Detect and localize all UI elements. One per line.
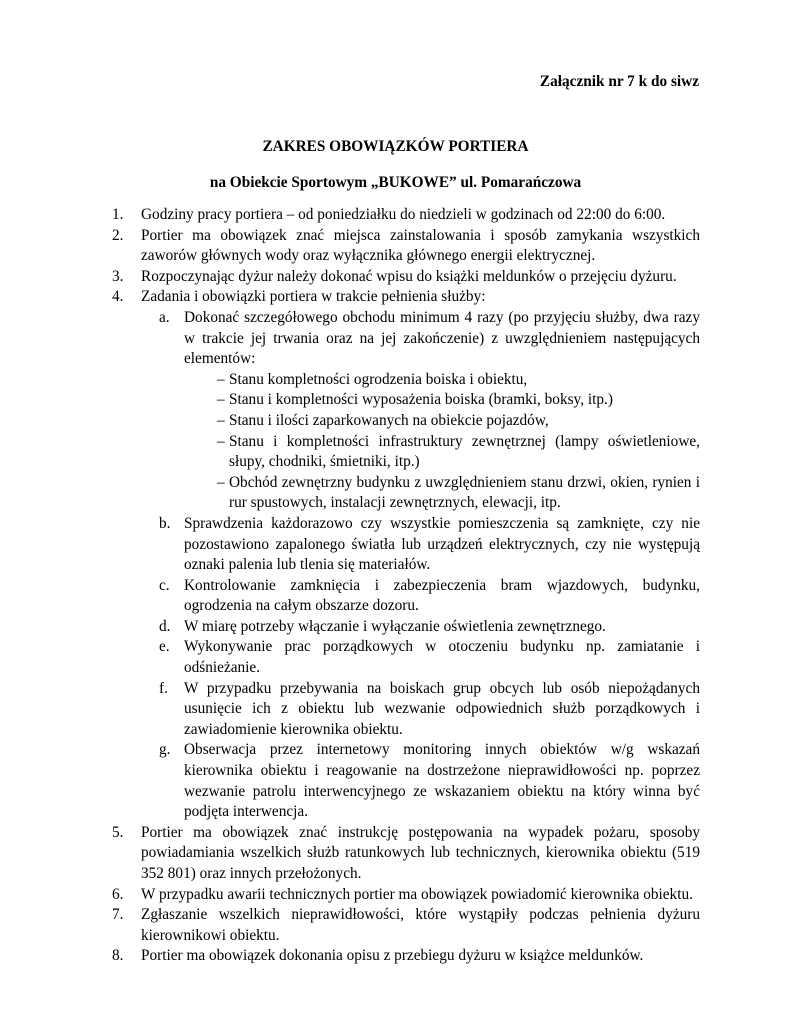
list-item	[112, 226, 700, 267]
sub-item	[112, 308, 700, 370]
sub-item-text: Obserwacja przez internetowy monitoring innych obiektów w/g wskazań kierownika obiektu i reagowanie na dostrzeżone nieprawidłowości np. poprzez wezwanie patrolu interwencyjnego ze wskazaniem obiektu na który winna być podjęta interwencja.	[184, 741, 700, 821]
dash-item-text: Stanu i ilości zaparkowanych na obiekcie pojazdów,	[229, 411, 549, 429]
annex-label: Załącznik nr 7 k do siwz	[539, 73, 699, 90]
dash-mark: –	[217, 432, 225, 450]
page-subtitle: na Obiekcie Sportowym „BUKOWE” ul. Pomarańczowa	[209, 174, 582, 191]
item-number: 2.	[112, 226, 124, 244]
list-item	[112, 823, 700, 885]
dash-mark: –	[217, 473, 225, 491]
item-text: Portier ma obowiązek znać miejsca zainstalowania i sposób zamykania wszystkich zaworów głównych wody oraz wyłącznika głównego energii elektrycznej.	[141, 226, 700, 265]
sub-item	[112, 617, 700, 638]
item-text: Portier ma obowiązek dokonania opisu z przebiegu dyżuru w książce meldunków.	[141, 947, 644, 965]
sub-item-text: W przypadku przebywania na boiskach grup obcych lub osób niepożądanych usunięcie ich z obiektu lub wezwanie odpowiednich służb porządkowych i zawiadomienie kierownika obiektu.	[184, 679, 700, 738]
dash-item-text: Stanu i kompletności wyposażenia boiska (bramki, boksy, itp.)	[229, 391, 613, 409]
dash-item	[112, 370, 700, 391]
sub-item-text: Sprawdzenia każdorazowo czy wszystkie pomieszczenia są zamknięte, czy nie pozostawiono zapalonego światła lub urządzeń elektrycznych, czy nie występują oznaki palenia lub tlenia się materiałów.	[184, 514, 700, 574]
item-text: Rozpoczynając dyżur należy dokonać wpisu do książki meldunków o przejęciu dyżuru.	[141, 267, 677, 285]
list-item	[112, 885, 700, 906]
dash-item-text: Obchód zewnętrzny budynku z uwzględnieniem stanu drzwi, okien, rynien i rur spustowych, instalacji zewnętrznych, elewacji, itp.	[229, 473, 700, 512]
sub-item	[112, 514, 700, 576]
dash-mark: –	[217, 411, 225, 429]
sub-item-letter: f.	[159, 679, 168, 697]
item-text: Portier ma obowiązek znać instrukcję postępowania na wypadek pożaru, sposoby powiadamiania wszelkich służb ratunkowych lub technicznych, kierownika obiektu (519 352 801) oraz innych przełożonych.	[141, 823, 700, 882]
list-item	[112, 267, 700, 288]
list-item	[112, 946, 700, 967]
sub-item	[112, 637, 700, 678]
sub-item-text: Wykonywanie prac porządkowych w otoczeniu budynku np. zamiatanie i odśnieżanie.	[184, 638, 700, 677]
list-item	[112, 205, 700, 226]
item-text: W przypadku awarii technicznych portier ma obowiązek powiadomić kierownika obiektu.	[141, 885, 693, 903]
sub-item-letter: c.	[159, 576, 170, 594]
sub-item-letter: e.	[159, 638, 170, 656]
page-title: ZAKRES OBOWIĄZKÓW PORTIERA	[262, 138, 529, 155]
list-item	[112, 905, 700, 946]
item-text: Zgłaszanie wszelkich nieprawidłowości, które wystąpiły podczas pełnienia dyżuru kierownikowi obiektu.	[141, 906, 700, 944]
sub-item	[112, 576, 700, 617]
sub-item	[112, 679, 700, 741]
dash-item-text: Stanu i kompletności infrastruktury zewnętrznej (lampy oświetleniowe, słupy, chodniki, śmietniki, itp.)	[229, 432, 700, 471]
dash-mark: –	[217, 370, 225, 388]
item-text: Zadania i obowiązki portiera w trakcie pełnienia służby:	[141, 288, 486, 306]
dash-item	[112, 390, 700, 411]
sub-item-text: W miarę potrzeby włączanie i wyłączanie oświetlenia zewnętrznego.	[184, 617, 606, 635]
dash-item	[112, 432, 700, 473]
sub-item-text: Dokonać szczegółowego obchodu minimum 4 razy (po przyjęciu służby, dwa razy w trakcie jej trwania oraz na jej zakończenie) z uwzględnieniem następujących elementów:	[184, 308, 700, 368]
dash-mark: –	[217, 391, 225, 409]
sub-item-letter: d.	[159, 617, 171, 635]
dash-item	[112, 411, 700, 432]
item-text: Godziny pracy portiera – od poniedziałku do niedzieli w godzinach od 22:00 do 6:00.	[141, 206, 666, 223]
list-item	[112, 287, 700, 308]
sub-item-letter: g.	[159, 741, 171, 759]
item-number: 7.	[112, 906, 124, 924]
item-number: 8.	[112, 947, 124, 965]
sub-item-text: Kontrolowanie zamknięcia i zabezpieczenia bram wjazdowych, budynku, ogrodzenia na całym obszarze dozoru.	[184, 576, 700, 615]
item-number: 4.	[112, 288, 124, 306]
item-number: 5.	[112, 823, 124, 841]
item-number: 3.	[112, 267, 124, 285]
sub-item-letter: b.	[159, 514, 171, 532]
sub-item	[112, 740, 700, 822]
dash-item-text: Stanu kompletności ogrodzenia boiska i obiektu,	[229, 370, 528, 388]
sub-item-letter: a.	[159, 308, 170, 326]
duties-list	[112, 205, 700, 967]
dash-item	[112, 473, 700, 514]
item-number: 1.	[112, 206, 124, 223]
item-number: 6.	[112, 885, 124, 903]
